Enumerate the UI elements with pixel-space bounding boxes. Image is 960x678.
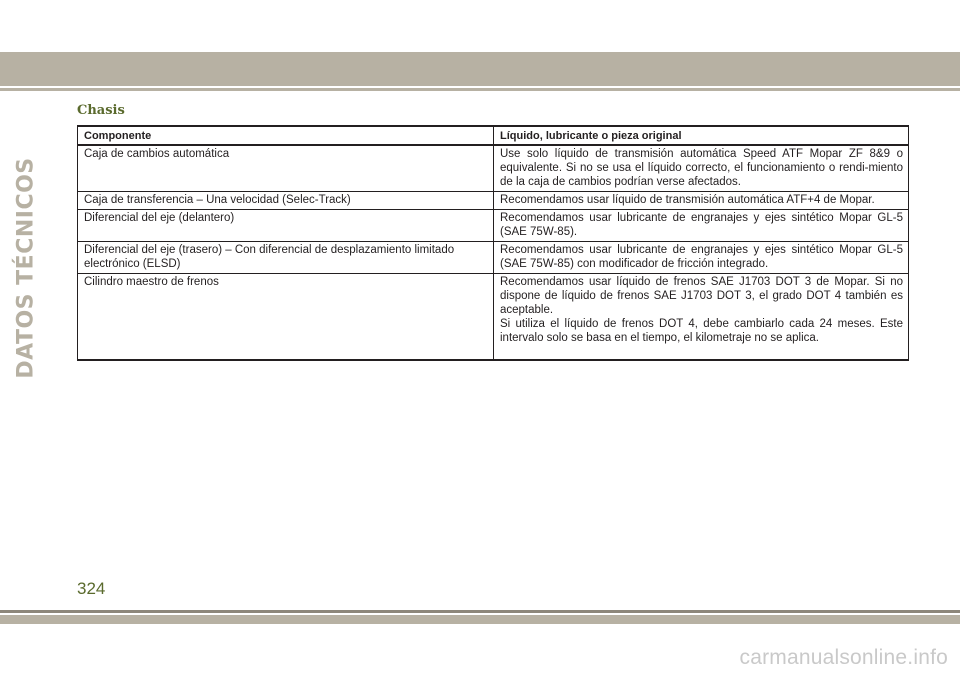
footer-rule (0, 610, 960, 613)
column-header-fluid: Líquido, lubricante o pieza original (494, 126, 909, 145)
fluid-cell (494, 210, 909, 242)
section-title: Chasis (77, 103, 125, 118)
component-cell: Caja de transferencia – Una velocidad (Selec-Track) (78, 192, 494, 210)
fluid-cell (494, 274, 909, 361)
fluid-text: Recomendamos usar lubricante de engranajes y ejes sintético Mopar GL-5 (SAE 75W-85) con modificador de fricción integrado. (500, 244, 903, 270)
fluids-table (77, 125, 909, 361)
fluid-text: Use solo líquido de transmisión automática Speed ATF Mopar ZF 8&9 o equivalente. Si no se usa el líquido correcto, el funcionamiento o rendi-miento de la caja de cambios podrían verse afectados. (500, 148, 903, 188)
component-cell: Caja de cambios automática (78, 145, 494, 192)
fluid-cell (494, 192, 909, 210)
column-header-component: Componente (78, 126, 494, 145)
table-row (78, 192, 909, 210)
table-row (78, 242, 909, 274)
fluid-text: Recomendamos usar líquido de frenos SAE J1703 DOT 3 de Mopar. Si no dispone de líquido de frenos SAE J1703 DOT 3, el grado DOT 4 también es aceptable. (500, 276, 903, 316)
component-cell: Diferencial del eje (trasero) – Con diferencial de desplazamiento limitado electrónico (ELSD) (78, 242, 494, 274)
fluid-text-note: Si utiliza el líquido de frenos DOT 4, debe cambiarlo cada 24 meses. Este intervalo solo se basa en el tiempo, el kilometraje no se aplica. (500, 318, 903, 344)
footer-band (0, 615, 960, 624)
page-number: 324 (77, 579, 106, 598)
table-row (78, 210, 909, 242)
header-rule (0, 88, 960, 91)
watermark-text: carmanualsonline.info (739, 646, 948, 669)
fluid-text: Recomendamos usar líquido de transmisión automática ATF+4 de Mopar. (500, 194, 875, 206)
component-cell: Cilindro maestro de frenos (78, 274, 494, 361)
fluid-text: Recomendamos usar lubricante de engranajes y ejes sintético Mopar GL-5 (SAE 75W-85). (500, 212, 903, 238)
component-cell: Diferencial del eje (delantero) (78, 210, 494, 242)
table-row (78, 145, 909, 192)
fluid-cell (494, 242, 909, 274)
header-band (0, 52, 960, 86)
fluid-cell (494, 145, 909, 192)
table-header-row (78, 126, 909, 145)
table-row (78, 274, 909, 361)
side-section-label-text: DATOS TÉCNICOS (13, 157, 39, 379)
